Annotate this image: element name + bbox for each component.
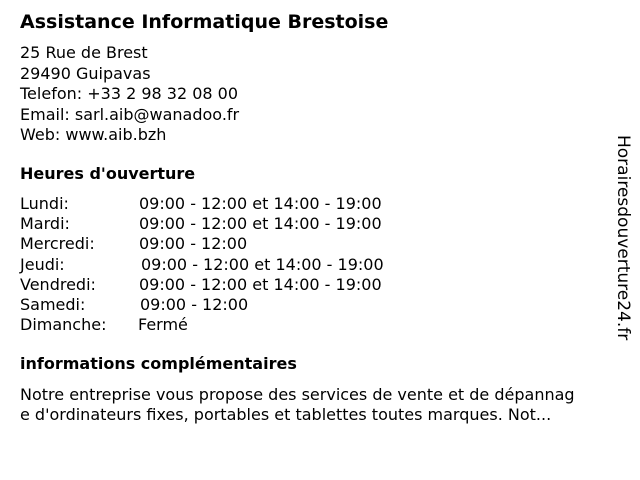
description-line: Notre entreprise vous propose des services de vente et de dépannag [20,385,575,404]
phone-number: Telefon: +33 2 98 32 08 00 [20,84,239,103]
address-street: 25 Rue de Brest [20,43,148,62]
info-heading: informations complémentaires [20,354,297,373]
contact-block [20,43,239,146]
hours-day: Jeudi: [20,254,65,274]
hours-time: 09:00 - 12:00 et 14:00 - 19:00 [139,274,382,294]
hours-day: Vendredi: [20,274,96,294]
hours-time: Fermé [138,315,188,335]
hours-time: 09:00 - 12:00 et 14:00 - 19:00 [141,254,384,274]
hours-day: Lundi: [20,194,69,213]
hours-time: 09:00 - 12:00 et 14:00 - 19:00 [139,194,382,213]
website: Web: www.aib.bzh [20,125,167,144]
hours-day: Dimanche: [20,315,107,335]
hours-day: Mardi: [20,214,70,234]
hours-day: Mercredi: [20,234,95,254]
hours-time: 09:00 - 12:00 et 14:00 - 19:00 [139,214,382,234]
address-city: 29490 Guipavas [20,63,151,83]
hours-day: Samedi: [20,294,86,314]
business-description [20,385,620,425]
business-name: Assistance Informatique Brestoise [20,11,389,33]
site-watermark: Horairesdouverture24.fr [613,135,633,341]
hours-heading: Heures d'ouverture [20,164,196,183]
hours-time: 09:00 - 12:00 [139,234,248,254]
hours-time: 09:00 - 12:00 [140,294,249,314]
email-address: Email: sarl.aib@wanadoo.fr [20,104,240,124]
description-line: e d'ordinateurs fixes, portables et tablettes toutes marques. Not... [20,405,552,424]
